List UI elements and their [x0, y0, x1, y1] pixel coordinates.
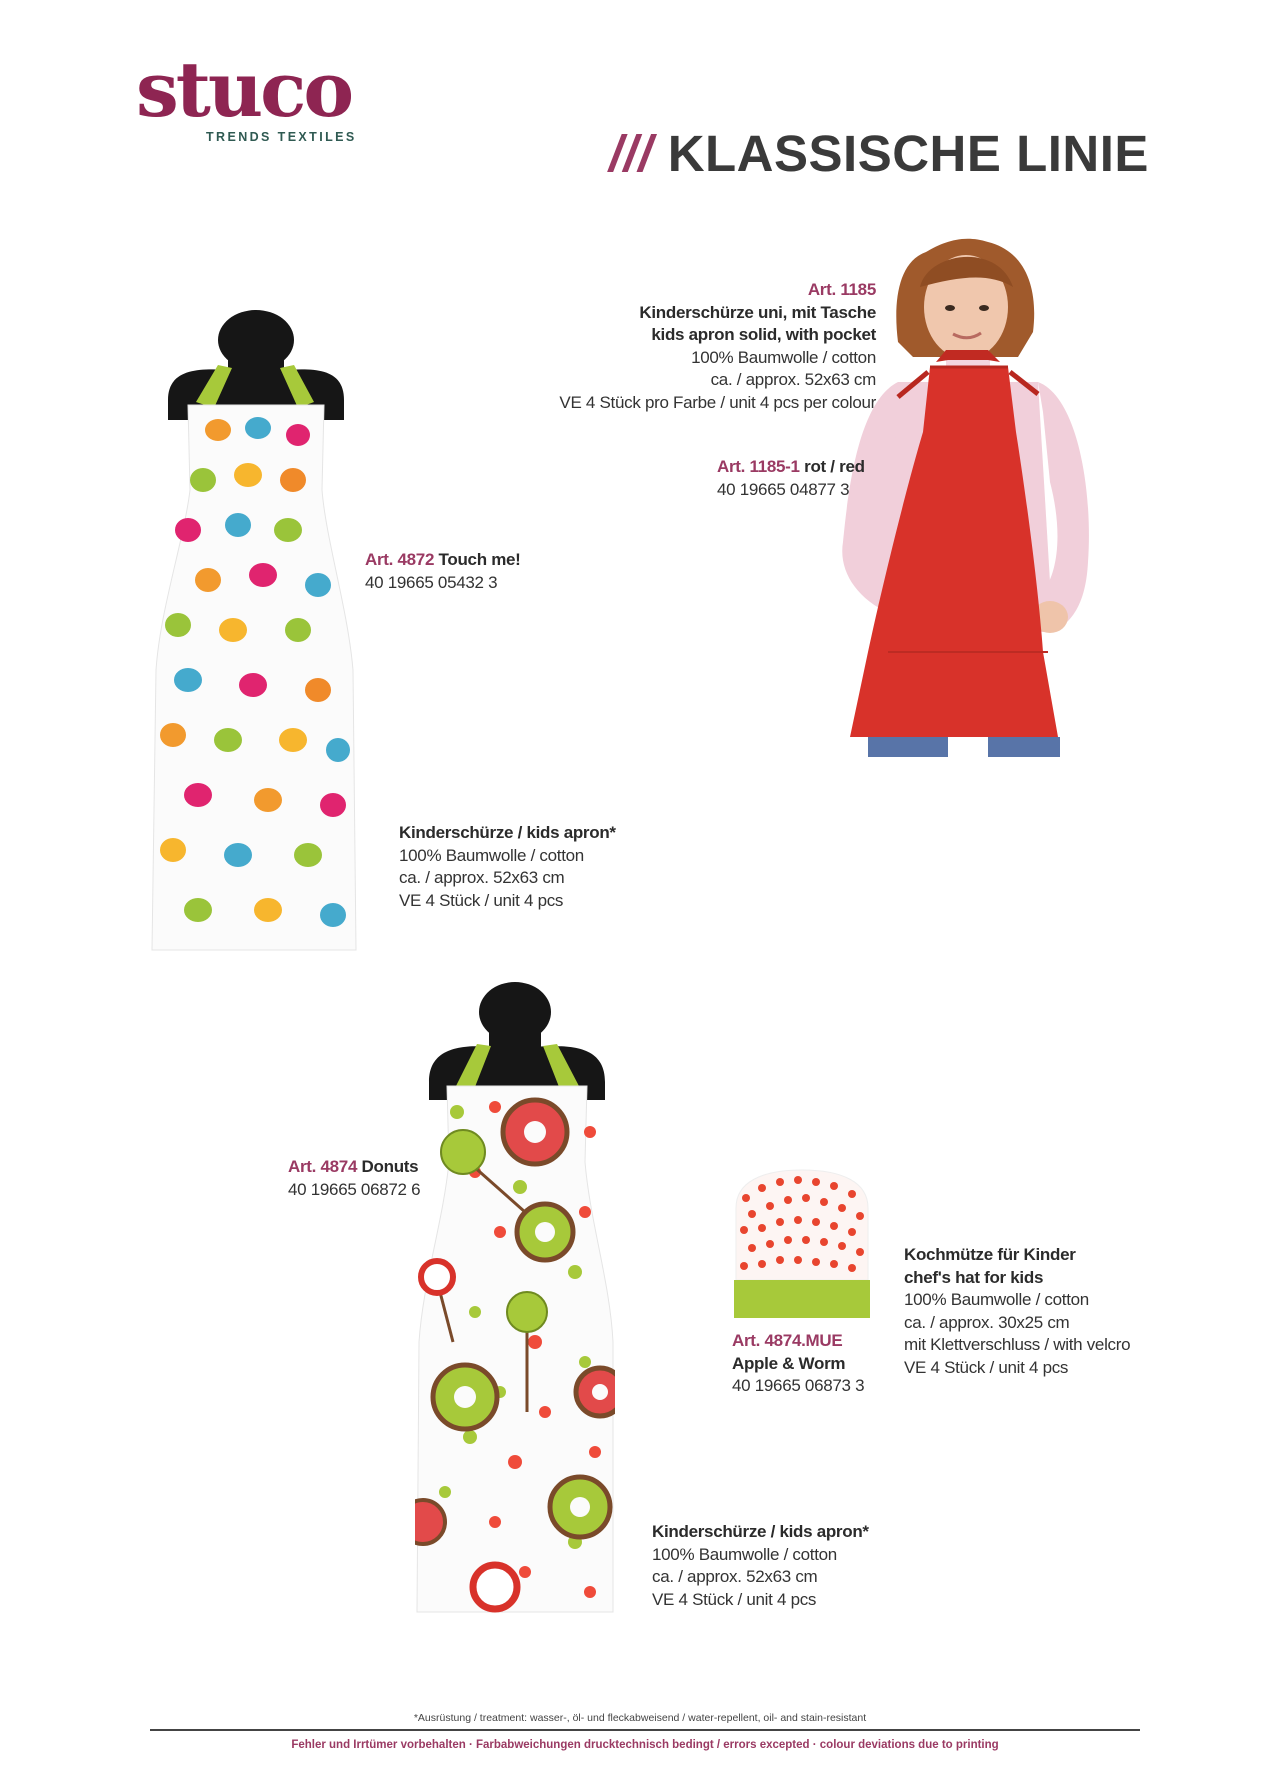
title-slashes: ///: [609, 125, 654, 182]
product-1185-art: Art. 1185: [807, 280, 876, 299]
product-4874-name: Donuts: [357, 1157, 419, 1176]
product-4874-material: 100% Baumwolle / cotton: [652, 1544, 837, 1564]
logo-tagline: TRENDS TEXTILES: [206, 130, 357, 144]
page-title: [609, 124, 1149, 183]
product-4874-mue-name: Apple & Worm: [732, 1353, 846, 1373]
product-4874-mue-title-de: Kochmütze für Kinder: [904, 1245, 1076, 1264]
product-4874-info: [288, 1156, 588, 1201]
product-4872-desc-title: Kinderschürze / kids apron*: [399, 823, 616, 842]
product-4874-mue-desc: [904, 1244, 1234, 1379]
product-4874-mue-ean: 40 19665 06873 3: [732, 1376, 865, 1395]
title-text: KLASSISCHE LINIE: [667, 125, 1149, 182]
footer-disclaimer: Fehler und Irrtümer vorbehalten · Farbabweichungen drucktechnisch bedingt / errors excepted · colour deviations due to printing: [291, 1739, 999, 1751]
brand-logo: [136, 45, 366, 144]
product-4872-unit: VE 4 Stück / unit 4 pcs: [399, 890, 564, 910]
product-1185-name-en: kids apron solid, with pocket: [651, 325, 876, 344]
product-4874-mue-art: Art. 4874.MUE: [732, 1331, 843, 1350]
product-4874-mue-closure: mit Klettverschluss / with velcro: [904, 1335, 1131, 1354]
product-4874-size: ca. / approx. 52x63 cm: [652, 1567, 818, 1586]
product-1185-material: 100% Baumwolle / cotton: [691, 347, 876, 367]
photo-chefs-hat: [732, 1168, 872, 1320]
product-4872-name: Touch me!: [434, 550, 521, 569]
product-4872-size: ca. / approx. 52x63 cm: [399, 868, 565, 887]
logo-wordmark: stuco: [136, 45, 352, 134]
product-1185-size: ca. / approx. 52x63 cm: [710, 370, 876, 389]
product-1185-unit: VE 4 Stück pro Farbe / unit 4 pcs per colour: [559, 392, 876, 412]
product-4874-mue-title-en: chef's hat for kids: [904, 1267, 1044, 1287]
product-4874-mue-unit: VE 4 Stück / unit 4 pcs: [904, 1357, 1069, 1377]
product-4872-desc: [399, 822, 719, 912]
product-1185-info: [456, 279, 876, 414]
product-4872-info: [365, 549, 665, 594]
product-4874-desc: [652, 1521, 972, 1611]
variant-art: Art. 1185-1: [717, 457, 800, 476]
product-4874-desc-title: Kinderschürze / kids apron*: [652, 1522, 869, 1541]
product-4872-material: 100% Baumwolle / cotton: [399, 845, 584, 865]
variant-ean: 40 19665 04877 3: [717, 479, 850, 499]
product-4874-mue-size: ca. / approx. 30x25 cm: [904, 1312, 1070, 1332]
footer-note: *Ausrüstung / treatment: wasser-, öl- und fleckabweisend / water-repellent, oil- and stain-resistant: [413, 1712, 867, 1724]
product-4874-mue-material: 100% Baumwolle / cotton: [904, 1290, 1089, 1309]
product-1185-variant: [717, 456, 967, 501]
variant-name: rot / red: [799, 457, 865, 476]
photo-apron-donuts: [415, 982, 615, 1622]
photo-apron-touch-me: [148, 310, 363, 960]
product-1185-name-de: Kinderschürze uni, mit Tasche: [639, 302, 876, 322]
photo-girl-red-apron: [838, 232, 1128, 862]
product-4872-art: Art. 4872: [365, 550, 435, 569]
product-4874-ean: 40 19665 06872 6: [288, 1179, 421, 1199]
product-4872-ean: 40 19665 05432 3: [365, 572, 498, 592]
product-4874-unit: VE 4 Stück / unit 4 pcs: [652, 1589, 817, 1609]
footer-divider: [150, 1729, 1140, 1731]
product-4874-art: Art. 4874: [288, 1157, 358, 1176]
